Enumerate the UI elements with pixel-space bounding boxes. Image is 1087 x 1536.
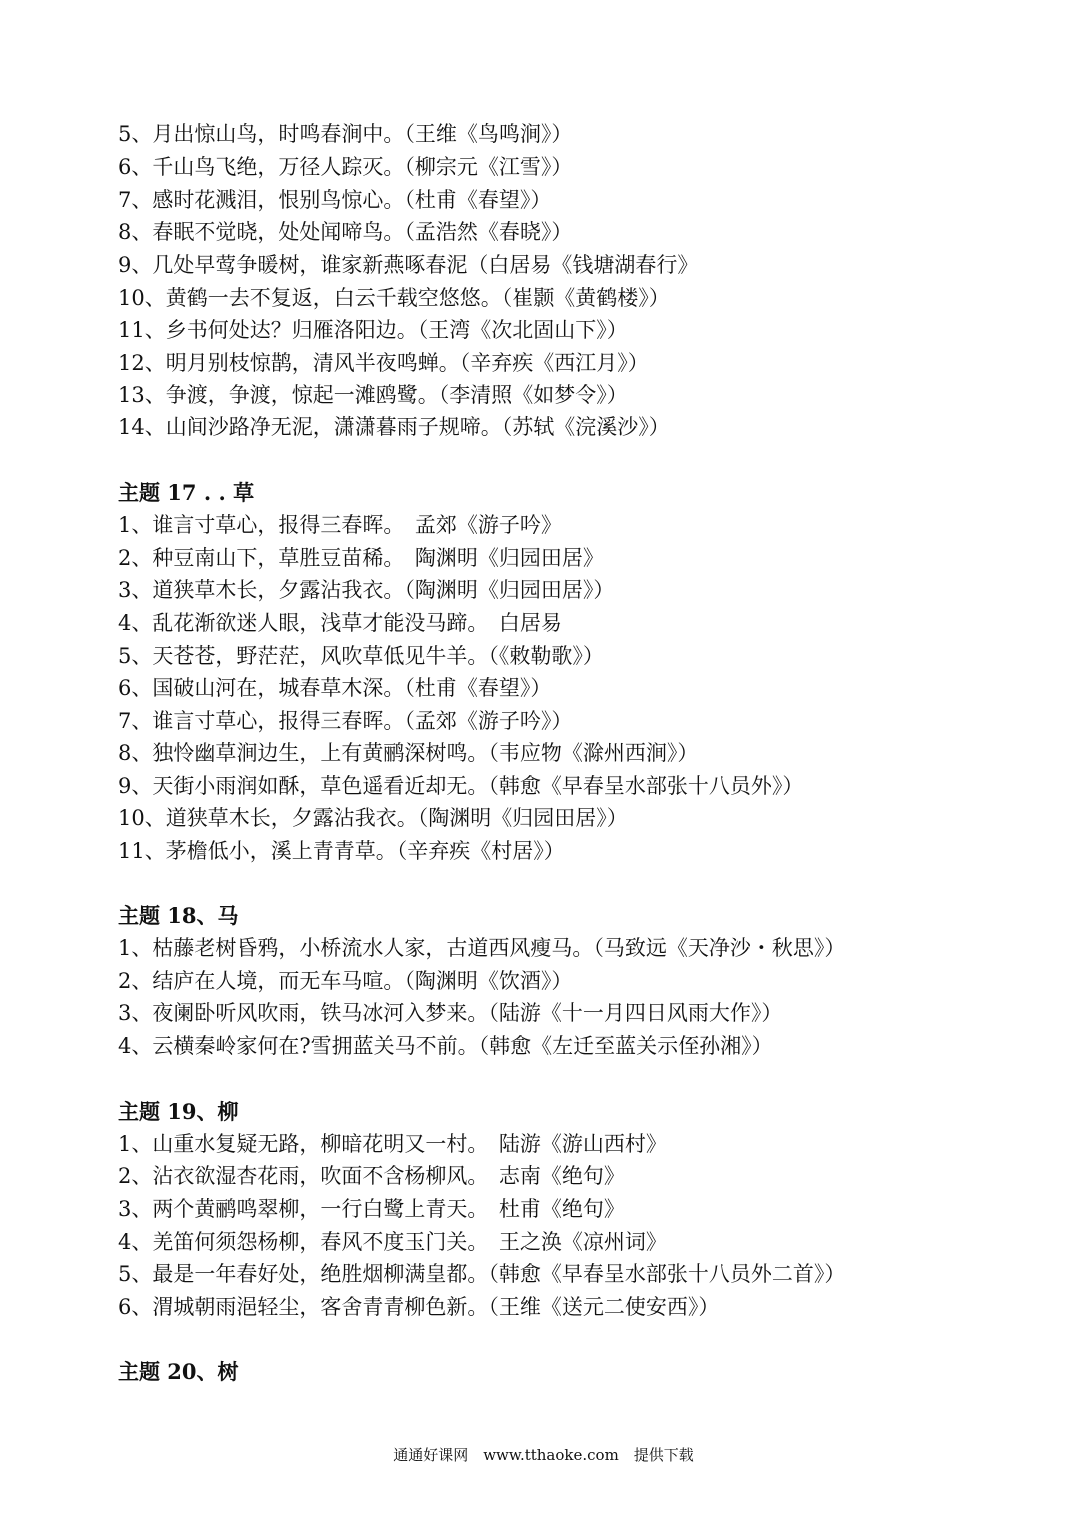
section-heading: 主题 17 . . 草 — [118, 480, 255, 505]
poem-line: 11、茅檐低小，溪上青青草。（辛弃疾《村居》） — [118, 839, 565, 863]
poem-line: 5、天苍苍，野茫茫，风吹草低见牛羊。（《敕勒歌》） — [118, 644, 604, 668]
poem-line: 10、黄鹤一去不复返，白云千载空悠悠。（崔颢《黄鹤楼》） — [118, 286, 670, 310]
section-heading: 主题 19、柳 — [118, 1099, 239, 1124]
poem-line: 7、感时花溅泪，恨别鸟惊心。（杜甫《春望》） — [118, 188, 552, 212]
poem-line: 3、两个黄鹂鸣翠柳，一行白鹭上青天。 杜甫《绝句》 — [118, 1197, 625, 1221]
poem-line: 9、天街小雨润如酥，草色遥看近却无。（韩愈《早春呈水部张十八员外》） — [118, 774, 804, 798]
poem-line: 4、云横秦岭家何在?雪拥蓝关马不前。（韩愈《左迁至蓝关示侄孙湘》） — [118, 1034, 773, 1058]
poem-line: 11、乡书何处达？归雁洛阳边。（王湾《次北固山下》） — [118, 318, 628, 342]
poem-line: 10、道狭草木长，夕露沾我衣。（陶渊明《归园田居》） — [118, 806, 628, 830]
poem-line: 4、羌笛何须怨杨柳，春风不度玉门关。 王之涣《凉州词》 — [118, 1230, 667, 1254]
poem-line: 1、枯藤老树昏鸦，小桥流水人家，古道西风瘦马。（马致远《天净沙・秋思》） — [118, 936, 846, 960]
page-footer: 通通好课网 www.tthaoke.com 提供下载 — [393, 1446, 694, 1464]
poem-line: 12、明月别枝惊鹊，清风半夜鸣蝉。（辛弃疾《西江月》） — [118, 351, 649, 375]
poem-line: 1、谁言寸草心，报得三春晖。 孟郊《游子吟》 — [118, 513, 562, 537]
poem-line: 7、谁言寸草心，报得三春晖。（孟郊《游子吟》） — [118, 709, 573, 733]
poem-line: 6、国破山河在，城春草木深。（杜甫《春望》） — [118, 676, 552, 700]
poem-line: 13、争渡，争渡，惊起一滩鸥鹭。（李清照《如梦令》） — [118, 383, 628, 407]
poem-line: 5、月出惊山鸟，时鸣春涧中。（王维《鸟鸣涧》） — [118, 122, 573, 146]
poem-line: 3、夜阑卧听风吹雨，铁马冰河入梦来。（陆游《十一月四日风雨大作》） — [118, 1001, 783, 1025]
section-heading: 主题 18、马 — [118, 903, 239, 928]
poem-line: 2、沾衣欲湿杏花雨，吹面不含杨柳风。 志南《绝句》 — [118, 1164, 625, 1188]
poem-line: 9、几处早莺争暖树，谁家新燕啄春泥（白居易《钱塘湖春行》 — [118, 253, 699, 277]
poem-line: 6、渭城朝雨浥轻尘，客舍青青柳色新。（王维《送元二使安西》） — [118, 1295, 720, 1319]
poem-line: 14、山间沙路净无泥，潇潇暮雨子规啼。（苏轼《浣溪沙》） — [118, 415, 670, 439]
poem-line: 6、千山鸟飞绝，万径人踪灭。（柳宗元《江雪》） — [118, 155, 573, 179]
poem-line: 2、种豆南山下，草胜豆苗稀。 陶渊明《归园田居》 — [118, 546, 604, 570]
poem-line: 3、道狭草木长，夕露沾我衣。（陶渊明《归园田居》） — [118, 578, 615, 602]
poem-line: 8、独怜幽草涧边生，上有黄鹂深树鸣。（韦应物《滁州西涧》） — [118, 741, 699, 765]
poem-line: 5、最是一年春好处，绝胜烟柳满皇都。（韩愈《早春呈水部张十八员外二首》） — [118, 1262, 846, 1286]
poem-line: 2、结庐在人境，而无车马喧。（陶渊明《饮酒》） — [118, 969, 573, 993]
poem-line: 1、山重水复疑无路，柳暗花明又一村。 陆游《游山西村》 — [118, 1132, 667, 1156]
poem-line: 4、乱花渐欲迷人眼，浅草才能没马蹄。 白居易 — [118, 611, 562, 635]
section-heading: 主题 20、树 — [118, 1359, 239, 1384]
poem-line: 8、春眠不觉晓，处处闻啼鸟。（孟浩然《春晓》） — [118, 220, 573, 244]
